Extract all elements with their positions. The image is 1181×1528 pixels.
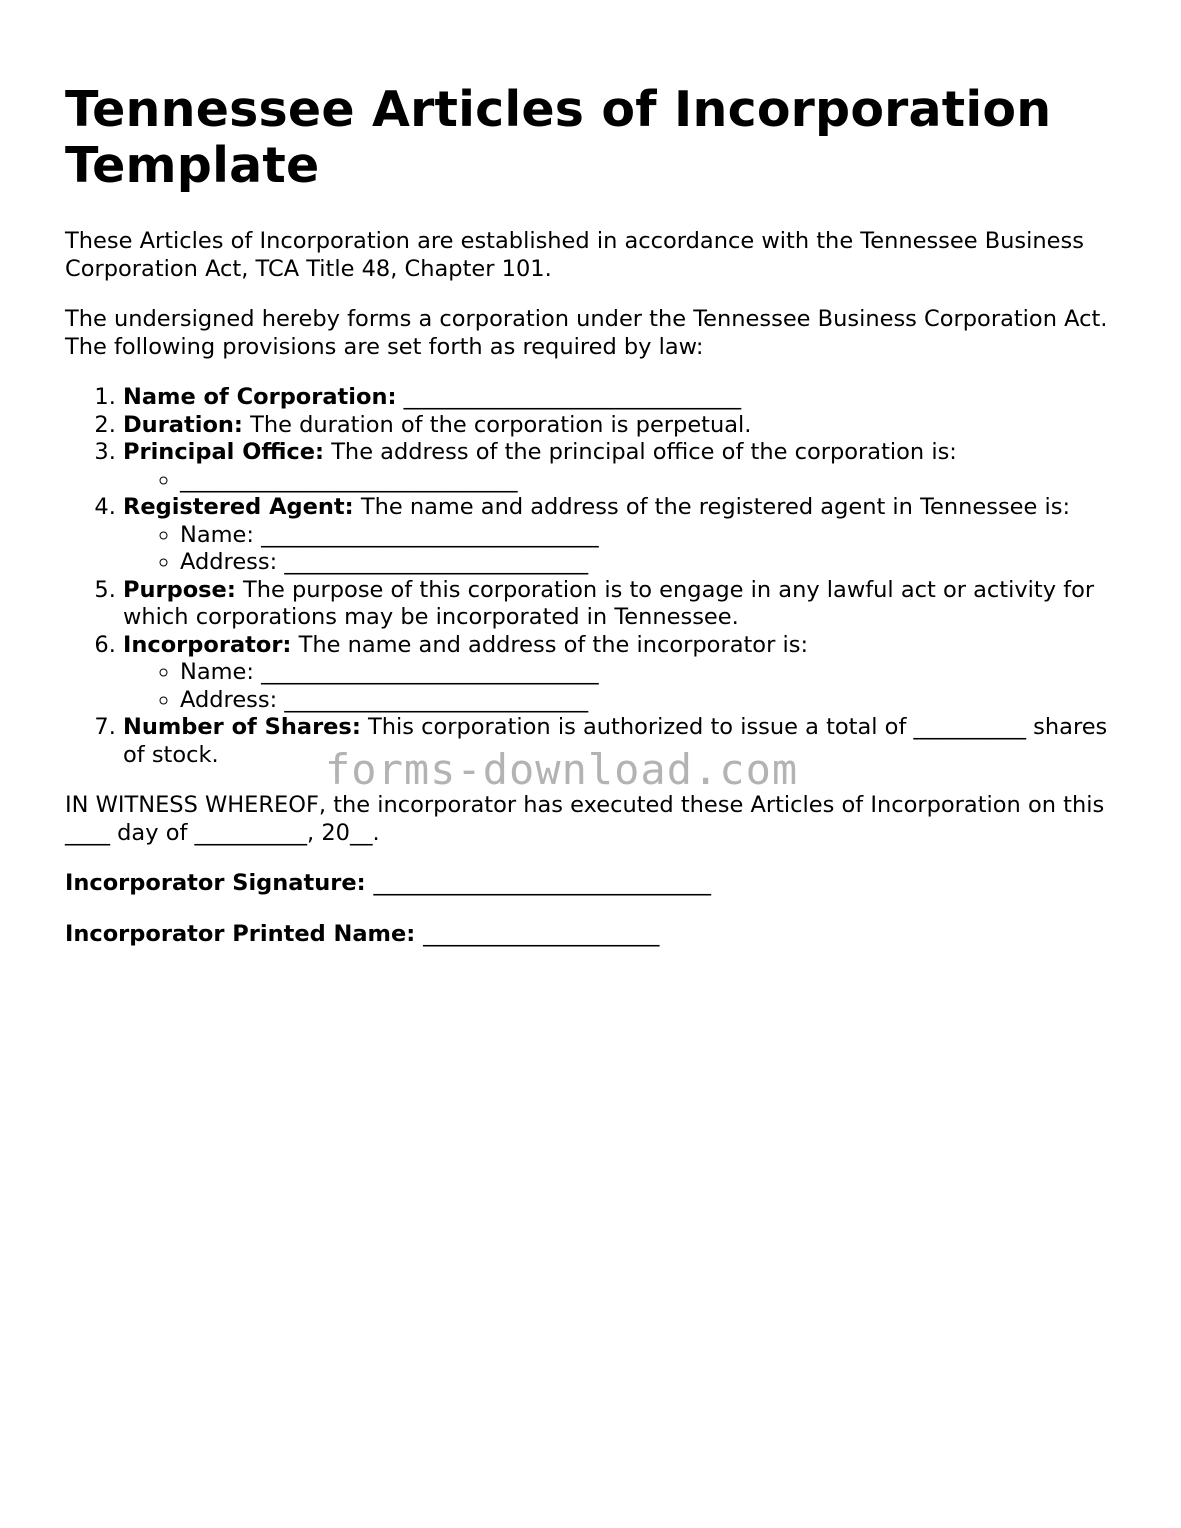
provision-label: Number of Shares: <box>123 714 361 740</box>
witness-paragraph: IN WITNESS WHEREOF, the incorporator has executed these Articles of Incorporation on this ____ day of __________, 20__. <box>65 792 1105 846</box>
provision-text: The name and address of the registered agent in Tennessee is: <box>360 494 1071 520</box>
provisions-list <box>65 384 1125 769</box>
page-title: Tennessee Articles of Incorporation Template <box>65 81 1052 194</box>
provision-text: The name and address of the incorporator is: <box>298 631 809 658</box>
intro-paragraph: These Articles of Incorporation are established in accordance with the Tennessee Business Corporation Act, TCA Title 48, Chapter 101. <box>65 228 1084 282</box>
provision-text: The purpose of this corporation is to engage in any lawful act or activity for which corporations may be incorporated in Tennessee. <box>123 576 1095 630</box>
provision-registered-agent <box>123 494 1125 577</box>
provision-label: Duration: <box>123 411 243 438</box>
office-address-blank: ◦ ______________________________ <box>180 467 1125 495</box>
agent-sublist <box>123 522 1125 577</box>
printed-name-blank: _____________________ <box>423 920 660 947</box>
incorporator-address-blank: ◦ Address: ___________________________ <box>180 687 1125 715</box>
agent-address-blank: ◦ Address: ___________________________ <box>180 549 1125 577</box>
preamble-paragraph: The undersigned hereby forms a corporation under the Tennessee Business Corporation Act. The following provisions are set forth as required by law: <box>65 306 1108 360</box>
provision-label: Name of Corporation: <box>123 384 397 410</box>
provision-label: Registered Agent: <box>123 494 354 520</box>
provision-purpose <box>123 577 1125 632</box>
document-page <box>65 82 1125 971</box>
office-sublist <box>123 467 1125 495</box>
provision-label: Incorporator: <box>123 631 292 658</box>
printed-name-label: Incorporator Printed Name: <box>65 920 416 947</box>
signature-label: Incorporator Signature: <box>65 870 366 896</box>
printed-name-line <box>65 921 1125 949</box>
provision-label: Principal Office: <box>123 439 325 465</box>
provision-incorporator <box>123 632 1125 715</box>
watermark: forms-download.com <box>325 745 799 794</box>
provision-duration <box>123 412 1125 440</box>
provision-text: This corporation is authorized to issue a total of __________ shares of stock. <box>123 714 1108 768</box>
name-of-corporation-blank: ______________________________ <box>403 384 742 410</box>
signature-line <box>65 870 1125 898</box>
signature-blank: ______________________________ <box>373 870 711 896</box>
provision-principal-office <box>123 439 1125 494</box>
provision-text: The address of the principal office of the corporation is: <box>331 439 957 465</box>
provision-name <box>123 384 1125 412</box>
incorporator-name-blank: ◦ Name: ______________________________ <box>180 659 1125 687</box>
incorporator-sublist <box>123 659 1125 714</box>
provision-text: The duration of the corporation is perpetual. <box>250 411 752 438</box>
agent-name-blank: ◦ Name: ______________________________ <box>180 522 1125 550</box>
provision-label: Purpose: <box>123 576 236 603</box>
